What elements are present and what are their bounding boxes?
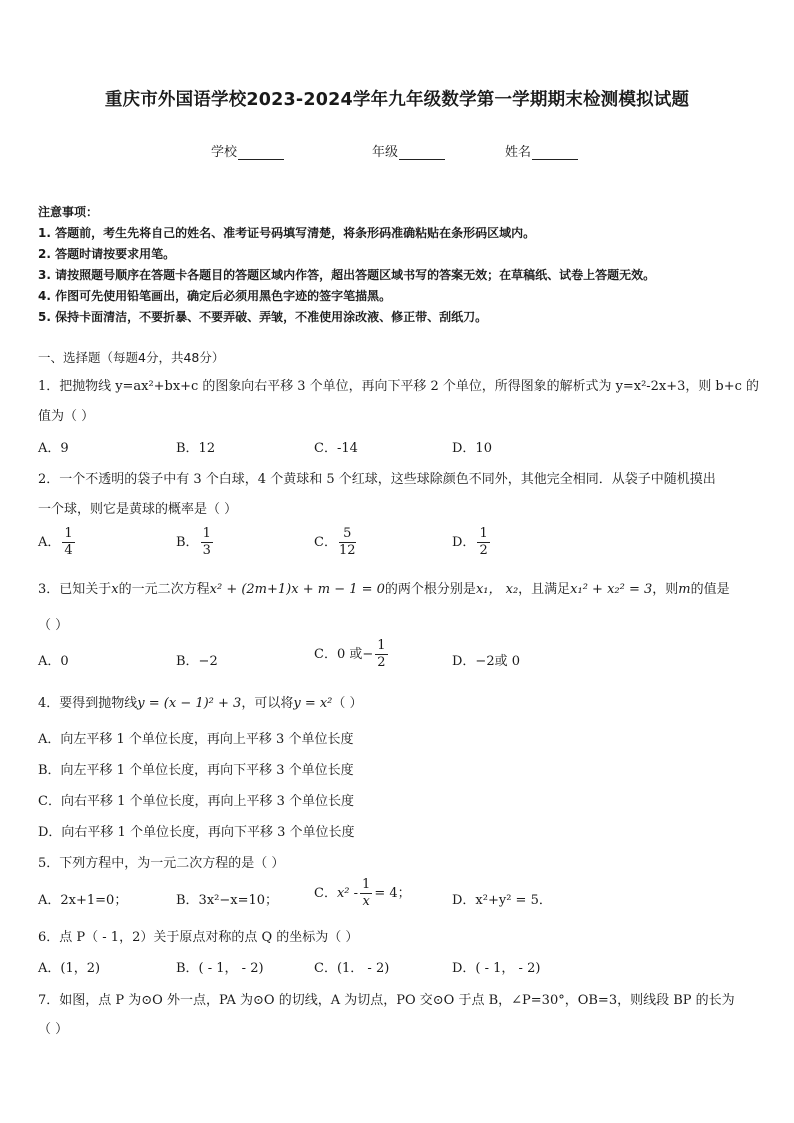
notes-section: [38, 202, 655, 328]
question-3-text-cont: （ ）: [38, 618, 69, 633]
note-item: 3. 请按照题号顺序在答题卡各题目的答题区域内作答，超出答题区域书写的答案无效；在草稿纸、试卷上答题无效。: [38, 268, 656, 282]
q5-option-a[interactable]: A．2x+1=0；: [38, 893, 128, 908]
condition: x₁² + x₂² = 3: [570, 582, 653, 597]
note-item: 2. 答题时请按要求用笔。: [38, 247, 176, 261]
q1-option-c[interactable]: C．-14: [314, 441, 358, 456]
q3-option-a[interactable]: A．0: [38, 654, 69, 669]
grade-blank[interactable]: [399, 146, 445, 160]
fraction: $\frac{1}{4}$: [64, 526, 73, 558]
q1-option-d[interactable]: D．10: [452, 441, 492, 456]
school-field: 学校: [211, 141, 284, 160]
name-blank[interactable]: [532, 146, 578, 160]
q5-option-d[interactable]: D．x²+y² = 5．: [452, 893, 552, 908]
question-2-text-cont: 一个球，则它是黄球的概率是（ ）: [38, 502, 238, 517]
q4-option-a[interactable]: A．向左平移 1 个单位长度，再向上平移 3 个单位长度: [38, 732, 354, 747]
question-7-text-cont: （ ）: [38, 1022, 69, 1037]
equation: y = (x − 1)² + 3: [137, 696, 242, 711]
equation: x² + (2m+1)x + m − 1 = 0: [209, 582, 385, 597]
q4-option-b[interactable]: B．向左平移 1 个单位长度，再向下平移 3 个单位长度: [38, 763, 354, 778]
q3-option-b[interactable]: B．−2: [176, 654, 218, 669]
q2-option-b[interactable]: B． $\frac{1}{3}$: [176, 526, 211, 558]
question-6-text: 6．点 P（ - 1，2）关于原点对称的点 Q 的坐标为（ ）: [38, 930, 359, 945]
q2-option-a[interactable]: A． $\frac{1}{4}$: [38, 526, 73, 558]
q3-option-c[interactable]: C．0 或− $\frac{1}{2}$: [314, 638, 386, 670]
q5-option-b[interactable]: B．3x²−x=10；: [176, 893, 279, 908]
note-item: 4. 作图可先使用铅笔画出，确定后必须用黑色字迹的签字笔描黑。: [38, 289, 392, 303]
page-title: 重庆市外国语学校2023-2024学年九年级数学第一学期期末检测模拟试题: [104, 90, 690, 110]
name-field: 姓名: [505, 141, 578, 160]
q1-option-b[interactable]: B．12: [176, 441, 216, 456]
question-5-text: 5．下列方程中，为一元二次方程的是（ ）: [38, 856, 285, 871]
fraction: $\frac{1}{2}$: [479, 526, 488, 558]
q5-option-c[interactable]: C．x² - $\frac{1}{x}$ = 4；: [314, 877, 411, 909]
q1-option-a[interactable]: A．9: [38, 441, 69, 456]
school-blank[interactable]: [238, 146, 284, 160]
q6-option-c[interactable]: C．(1． - 2): [314, 961, 390, 976]
q6-option-d[interactable]: D．( - 1， - 2): [452, 961, 541, 976]
note-item: 1. 答题前，考生先将自己的姓名、准考证号码填写清楚，将条形码准确粘贴在条形码区域内。: [38, 226, 536, 240]
note-item: 5. 保持卡面清洁，不要折暴、不要弄破、弄皱，不准使用涂改液、修正带、刮纸刀。: [38, 310, 488, 324]
question-4-text: 4．要得到抛物线y = (x − 1)² + 3，可以将y = x²（ ）: [38, 696, 363, 711]
q4-option-d[interactable]: D．向右平移 1 个单位长度，再向下平移 3 个单位长度: [38, 825, 355, 840]
fraction: $\frac{1}{x}$: [362, 877, 371, 909]
q2-option-d[interactable]: D． $\frac{1}{2}$: [452, 526, 488, 558]
fraction: $\frac{5}{12}$: [338, 526, 356, 558]
grade-field: 年级: [372, 141, 445, 160]
question-3-text: 3．已知关于x的一元二次方程x² + (2m+1)x + m − 1 = 0的两个根分别是x₁， x₂，且满足x₁² + x₂² = 3，则m的值是: [38, 582, 730, 597]
fraction: $\frac{1}{3}$: [202, 526, 211, 558]
q2-option-c[interactable]: C． $\frac{5}{12}$: [314, 526, 356, 558]
q6-option-a[interactable]: A．(1，2): [38, 961, 101, 976]
notes-heading: 注意事项：: [38, 205, 99, 219]
q4-option-c[interactable]: C．向右平移 1 个单位长度，再向上平移 3 个单位长度: [38, 794, 355, 809]
section-heading: 一、选择题（每题4分，共48分）: [38, 350, 225, 365]
question-7-text: 7．如图，点 P 为⊙O 外一点，PA 为⊙O 的切线，A 为切点，PO 交⊙O 于点 B，∠P=30°，OB=3，则线段 BP 的长为: [38, 993, 735, 1008]
fraction: $\frac{1}{2}$: [377, 638, 386, 670]
question-1-text: 1．把抛物线 y=ax²+bx+c 的图象向右平移 3 个单位，再向下平移 2 个单位，所得图象的解析式为 y=x²-2x+3，则 b+c 的: [38, 379, 759, 394]
q3-option-d[interactable]: D．−2或 0: [452, 654, 520, 669]
q6-option-b[interactable]: B．( - 1， - 2): [176, 961, 264, 976]
question-2-text: 2．一个不透明的袋子中有 3 个白球，4 个黄球和 5 个红球，这些球除颜色不同外，其他完全相同．从袋子中随机摸出: [38, 472, 716, 487]
equation: y = x²: [293, 696, 333, 711]
question-1-text-cont: 值为（ ）: [38, 409, 95, 424]
